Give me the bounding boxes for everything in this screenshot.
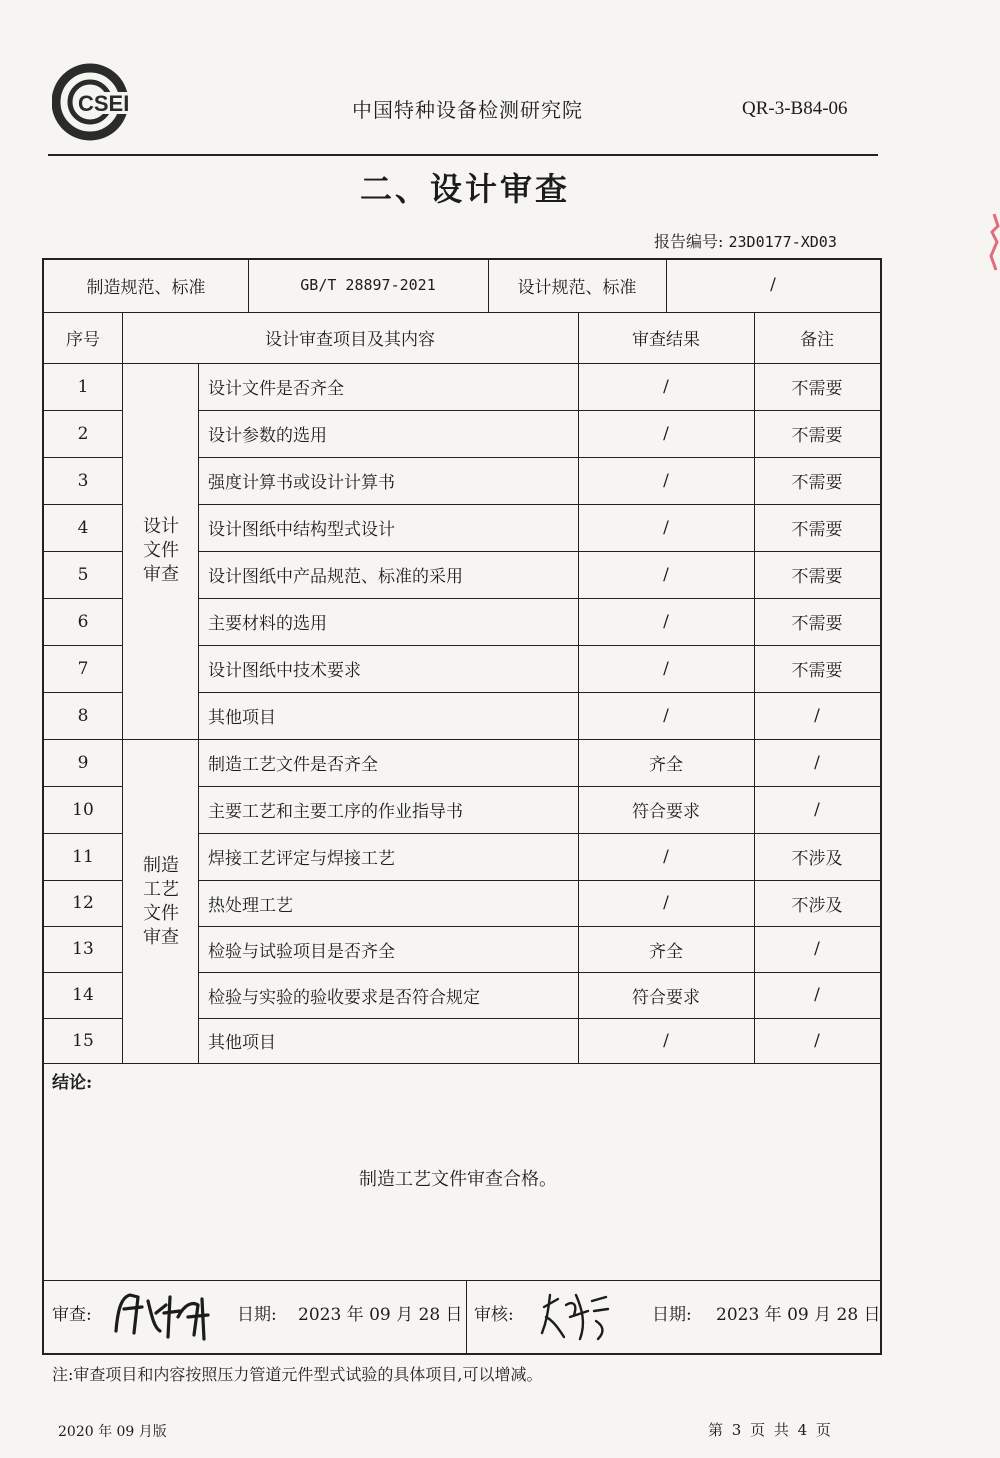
row-result: / — [663, 846, 669, 867]
row-item: 设计参数的选用 — [208, 426, 327, 446]
approver-label: 审核: — [474, 1305, 514, 1325]
date-label-1: 日期: — [237, 1305, 277, 1325]
row-item: 焊接工艺评定与焊接工艺 — [208, 849, 395, 869]
reviewer-signature — [108, 1287, 220, 1343]
row-result: / — [663, 423, 669, 444]
row-result: / — [663, 893, 669, 913]
row-number: 12 — [72, 893, 94, 913]
row-result: / — [663, 564, 669, 585]
row-item: 检验与试验项目是否齐全 — [208, 941, 395, 962]
footnote: 注:审查项目和内容按照压力管道元件型式试验的具体项目,可以增减。 — [52, 1365, 543, 1384]
row-remark: / — [814, 705, 820, 726]
row-result: 符合要求 — [632, 987, 700, 1008]
review-date: 2023 年 09 月 28 日 — [298, 1305, 463, 1325]
header-rule — [48, 154, 878, 156]
csei-logo — [52, 62, 144, 142]
page-title: 二、设计审查 — [359, 170, 570, 208]
approver-signature — [536, 1287, 616, 1345]
row-number: 7 — [77, 658, 89, 679]
row-number: 14 — [72, 985, 94, 1005]
conclusion-text: 制造工艺文件审查合格。 — [359, 1169, 557, 1190]
design-standard-value: / — [770, 275, 776, 295]
row-number: 4 — [77, 517, 89, 538]
row-number: 1 — [77, 376, 89, 397]
row-number: 15 — [72, 1030, 94, 1051]
row-number: 6 — [77, 611, 89, 632]
group-label-manufacturing: 制造 工艺 文件 审查 — [143, 855, 179, 948]
org-name: 中国特种设备检测研究院 — [352, 98, 583, 122]
row-item: 设计图纸中结构型式设计 — [208, 520, 395, 540]
row-result: 符合要求 — [632, 802, 700, 822]
report-number-value: 23D0177-XD03 — [728, 233, 837, 251]
report-number — [654, 229, 837, 252]
row-remark: / — [814, 939, 820, 959]
row-item: 热处理工艺 — [208, 895, 293, 916]
row-number: 2 — [77, 423, 89, 444]
row-number: 10 — [72, 799, 94, 820]
row-number: 3 — [77, 470, 89, 491]
date-label-2: 日期: — [652, 1305, 692, 1325]
row-remark: / — [814, 1030, 820, 1051]
row-result: / — [663, 376, 669, 397]
row-result: / — [663, 658, 669, 679]
row-item: 制造工艺文件是否齐全 — [208, 755, 378, 775]
design-standard-label: 设计规范、标准 — [517, 277, 637, 298]
row-item: 设计图纸中产品规范、标准的采用 — [208, 567, 463, 587]
row-result: / — [663, 611, 669, 632]
row-remark: 不需要 — [791, 426, 843, 446]
row-remark: / — [814, 799, 820, 820]
row-remark: 不涉及 — [791, 895, 843, 916]
group-label-design: 设计 文件 审查 — [143, 516, 179, 585]
edition: 2020 年 09 月版 — [58, 1424, 167, 1440]
mfg-standard-label: 制造规范、标准 — [86, 277, 206, 298]
row-result: 齐全 — [649, 755, 683, 775]
approve-date: 2023 年 09 月 28 日 — [716, 1305, 881, 1325]
row-result: / — [663, 705, 669, 726]
row-number: 9 — [77, 752, 89, 773]
row-remark: 不需要 — [791, 520, 843, 540]
row-number: 11 — [72, 846, 94, 867]
row-item: 主要工艺和主要工序的作业指导书 — [208, 802, 463, 822]
row-item: 其他项目 — [208, 708, 276, 728]
row-remark: / — [814, 985, 820, 1005]
row-item: 设计文件是否齐全 — [208, 379, 344, 399]
form-code: QR-3-B84-06 — [742, 98, 848, 119]
col-header-result: 审查结果 — [632, 330, 700, 350]
row-number: 8 — [77, 705, 89, 726]
col-header-item: 设计审查项目及其内容 — [265, 330, 435, 350]
row-item: 主要材料的选用 — [208, 614, 327, 634]
row-remark: 不需要 — [791, 661, 843, 681]
row-result: / — [663, 1030, 669, 1051]
row-item: 其他项目 — [208, 1033, 276, 1053]
row-remark: 不涉及 — [791, 849, 843, 869]
row-number: 5 — [77, 564, 89, 585]
page-number: 第 3 页 共 4 页 — [708, 1421, 833, 1439]
row-remark: 不需要 — [791, 567, 843, 587]
row-result: 齐全 — [649, 941, 683, 962]
reviewer-label: 审查: — [52, 1305, 92, 1325]
conclusion-label: 结论: — [52, 1073, 93, 1093]
row-remark: 不需要 — [791, 614, 843, 634]
row-result: / — [663, 517, 669, 538]
row-remark: / — [814, 752, 820, 773]
row-remark: 不需要 — [791, 379, 843, 399]
col-header-no: 序号 — [66, 330, 100, 350]
row-number: 13 — [72, 939, 94, 959]
row-remark: 不需要 — [791, 473, 843, 493]
logo-text: CSEI — [78, 91, 130, 116]
report-number-label: 报告编号: — [654, 232, 724, 251]
col-header-remark: 备注 — [800, 330, 834, 350]
row-item: 检验与实验的验收要求是否符合规定 — [208, 987, 480, 1008]
row-item: 强度计算书或设计计算书 — [208, 473, 395, 493]
mfg-standard-value: GB/T 28897-2021 — [300, 276, 436, 294]
stamp-edge — [988, 212, 1000, 272]
row-item: 设计图纸中技术要求 — [208, 661, 361, 681]
row-result: / — [663, 470, 669, 491]
